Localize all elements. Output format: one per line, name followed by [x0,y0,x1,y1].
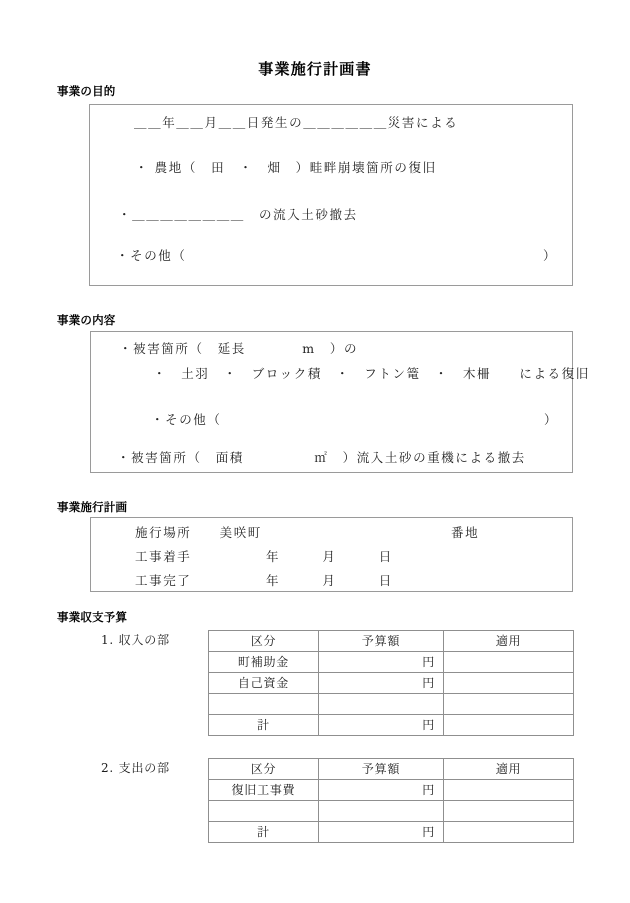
income-table [208,630,574,736]
section-heading-plan: 事業施行計画 [57,500,128,514]
plan-line-start-label: 工事着手 [135,549,192,564]
cell-amount: 円 [319,822,444,843]
cell-kubun: 町補助金 [209,652,319,673]
cell-note [444,673,574,694]
section-heading-content: 事業の内容 [57,313,116,327]
content-line-damage-area: ・被害箇所（ 面積 ㎡ ）流入土砂の重機による撤去 [117,450,526,465]
plan-line-start-date: 年 月 日 [266,549,393,564]
purpose-line-date-disaster: ＿＿年＿＿月＿＿日発生の＿＿＿＿＿＿災害による [134,115,459,130]
table-header-row [209,759,574,780]
purpose-line-sediment-removal: ・＿＿＿＿＿＿＿＿ の流入土砂撤去 [118,207,358,222]
plan-line-place: 施行場所 美咲町 [135,525,262,540]
content-line-other-close-paren: ） [544,412,559,427]
plan-box [90,517,573,592]
cell-note [444,780,574,801]
table-row [209,652,574,673]
column-header-amount: 予算額 [319,759,444,780]
cell-kubun [209,801,319,822]
cell-note [444,715,574,736]
page-title: 事業施行計画書 [258,60,372,78]
cell-note [444,652,574,673]
table-total-row [209,715,574,736]
table-row [209,780,574,801]
content-box [90,331,590,473]
cell-note [444,822,574,843]
purpose-line-farmland-restoration: ・ 農地（ 田 ・ 畑 ）畦畔崩壊箇所の復旧 [135,160,437,175]
content-line-damage-length: ・被害箇所（ 延長 m ）の [119,341,359,356]
purpose-box [89,104,573,286]
cell-note [444,801,574,822]
cell-amount: 円 [319,715,444,736]
cell-kubun: 計 [209,822,319,843]
purpose-line-other-close-paren: ） [543,248,558,263]
table-row [209,801,574,822]
budget-expense-label: 2. 支出の部 [101,761,170,775]
table-row [209,694,574,715]
cell-kubun: 復旧工事費 [209,780,319,801]
cell-amount: 円 [319,780,444,801]
cell-amount [319,801,444,822]
cell-amount [319,694,444,715]
table-total-row [209,822,574,843]
income-table-body [209,631,574,736]
plan-line-end-date: 年 月 日 [266,573,393,588]
section-heading-purpose: 事業の目的 [57,84,116,98]
column-header-kubun: 区分 [209,631,319,652]
cell-note [444,694,574,715]
table-header-row [209,631,574,652]
expense-table-body [209,759,574,843]
plan-line-end-label: 工事完了 [135,573,192,588]
cell-amount: 円 [319,652,444,673]
column-header-note: 適用 [444,631,574,652]
budget-income-label: 1. 収入の部 [101,633,170,647]
cell-kubun [209,694,319,715]
column-header-amount: 予算額 [319,631,444,652]
content-line-method-options: ・ 土羽 ・ ブロック積 ・ フトン篭 ・ 木柵 による復旧 [153,366,590,381]
expense-table [208,758,574,843]
section-heading-budget: 事業収支予算 [57,610,128,624]
column-header-note: 適用 [444,759,574,780]
table-row [209,673,574,694]
cell-kubun: 計 [209,715,319,736]
content-line-other: ・その他（ [151,412,222,427]
column-header-kubun: 区分 [209,759,319,780]
cell-amount: 円 [319,673,444,694]
cell-kubun: 自己資金 [209,673,319,694]
purpose-line-other: ・その他（ [116,248,187,263]
plan-line-place-suffix: 番地 [451,525,480,540]
